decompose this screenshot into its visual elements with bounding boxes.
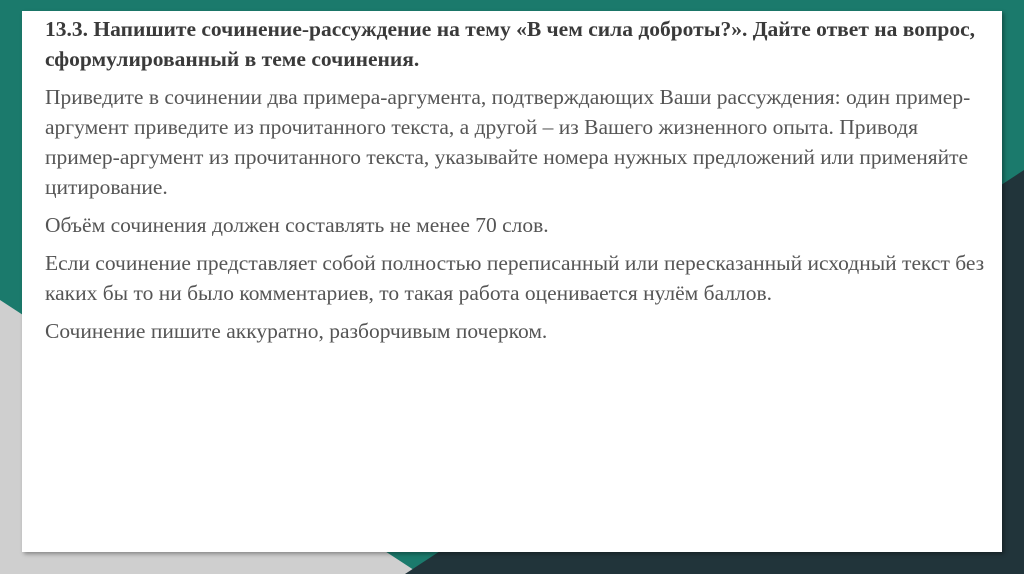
slide-title: 13.3. Напишите сочинение-рассуждение на тему «В чем сила доброты?». Дайте ответ на вопрос, сформулированный в теме сочинения. — [45, 17, 976, 71]
slide-content — [45, 14, 985, 354]
paragraph-zero-score: Если сочинение представляет собой полностью переписанный или пересказанный исходный текст без каких бы то ни было комментариев, то такая работа оценивается нулём баллов. — [45, 251, 985, 305]
paragraph-volume: Объём сочинения должен составлять не менее 70 слов. — [45, 213, 549, 237]
slide-card — [22, 11, 1002, 552]
paragraph-handwriting: Сочинение пишите аккуратно, разборчивым почерком. — [45, 319, 548, 343]
paragraph-arguments: Приведите в сочинении два примера-аргумента, подтверждающих Ваши рассуждения: один пример-аргумент приведите из прочитанного текста, а другой – из Вашего жизненного опыта. Приводя пример-аргумент из прочитанного текста, указывайте номера нужных предложений или применяйте цитирование. — [45, 85, 971, 199]
